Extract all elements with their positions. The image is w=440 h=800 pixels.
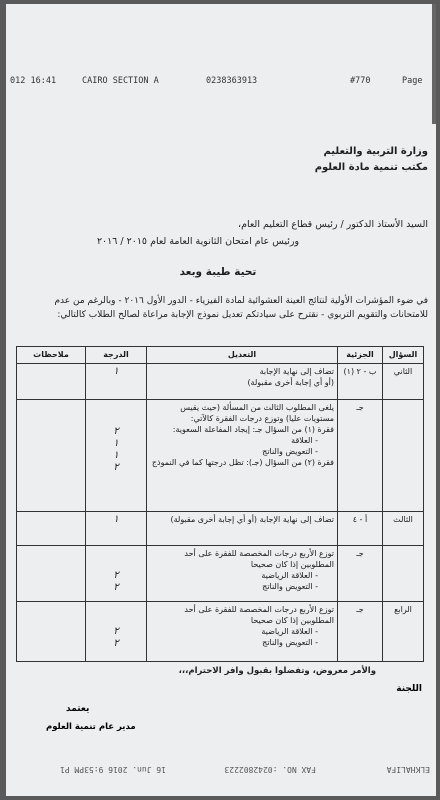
- mark-value: ٢: [113, 426, 119, 437]
- addressee-line-2: ورئيس عام امتحان الثانوية العامة لعام ٢٠١٥ / ٢٠١٦: [96, 236, 300, 247]
- cell-question: [383, 400, 424, 512]
- director-title: مدير عام تنمية العلوم: [46, 722, 136, 732]
- cell-part: أ - ٤: [338, 512, 383, 546]
- header-part: الجزئية: [338, 347, 383, 364]
- mod-line: - التعويض والناتج: [262, 582, 318, 591]
- cell-notes: [17, 602, 86, 662]
- cell-modification: [147, 364, 338, 400]
- mark-value: ٢: [113, 626, 119, 637]
- intro-paragraph: [8, 294, 428, 322]
- mod-line: يلغى المطلوب الثالث من المسألة (حيث يقيس مستويات عليا) وتوزع درجات الفقرة كالآتي:: [180, 403, 334, 423]
- mod-line: فقرة (١) من السؤال جـ: إيجاد المفاعلة السعوية:: [172, 425, 334, 434]
- intro-line-1: في ضوء المؤشرات الأولية لنتائج العينة العشوائية لمادة الفيزياء - الدور الأول ٢٠١٦ - وبالرغم من عدم: [54, 296, 428, 306]
- cell-modification: [147, 602, 338, 662]
- mark-value: ١: [113, 450, 119, 461]
- cell-modification: [147, 400, 338, 512]
- ministry-name: وزارة التربية والتعليم: [323, 146, 428, 157]
- cell-marks: [86, 400, 147, 512]
- footer-date: 16 Jun. 2016 9:53PM P1: [60, 765, 166, 774]
- mod-line: توزع الأربع درجات المخصصة للفقرة على أحد المطلوبين إذا كان صحيحا: [184, 605, 334, 625]
- table-row: [17, 364, 424, 400]
- footer-fax: FAX NO. :0242802223: [224, 765, 316, 774]
- mod-line: - العلاقة الرياضية: [261, 571, 318, 580]
- cell-notes: [17, 512, 86, 546]
- fax-job: #770: [350, 76, 371, 86]
- mod-line: - التعويض والناتج: [262, 638, 318, 647]
- table-row: [17, 602, 424, 662]
- fax-sender: CAIRO SECTION A: [82, 76, 159, 86]
- header-question: السؤال: [383, 347, 424, 364]
- intro-line-2: للامتحانات والتقويم التربوي - نقترح على سيادتكم تعديل نموذج الإجابة مراعاة لصالح الطلاب كالتالي:: [57, 310, 428, 320]
- cell-notes: [17, 546, 86, 602]
- page-edge-shadow: [432, 4, 436, 124]
- fax-phone: 0238363913: [206, 76, 258, 86]
- mark-value: ٢: [113, 462, 119, 473]
- cell-modification: تضاف إلى نهاية الإجابة (أو أي إجابة أخرى مقبولة): [147, 512, 338, 546]
- modifications-table: [16, 346, 424, 662]
- cell-modification: [147, 546, 338, 602]
- cell-part: ب - ٢ (١): [338, 364, 383, 400]
- office-name: مكتب تنمية مادة العلوم: [314, 162, 428, 173]
- mark-value: ٢: [113, 582, 119, 593]
- cell-marks: [86, 602, 147, 662]
- mark-value: ١: [113, 438, 119, 449]
- cell-part: جـ: [338, 400, 383, 512]
- mod-line: - التعويض والناتج: [262, 447, 318, 456]
- greeting: تحية طيبة وبعد: [179, 266, 257, 278]
- mark-value: ٢: [113, 638, 119, 649]
- cell-notes: [17, 400, 86, 512]
- table-row: [17, 546, 424, 602]
- fax-datetime: 012 16:41: [10, 76, 57, 86]
- cell-marks: ١: [86, 364, 147, 400]
- cell-marks: ١: [86, 512, 147, 546]
- cell-question: الثاني: [383, 364, 424, 400]
- table-row: [17, 400, 424, 512]
- mod-line: - العلاقة الرياضية: [261, 627, 318, 636]
- cell-question: الثالث: [383, 512, 424, 546]
- committee-label: اللجنة: [396, 684, 422, 694]
- cell-question: الرابع: [383, 602, 424, 662]
- fax-footer: [6, 756, 436, 778]
- ministry-heading: [315, 144, 428, 176]
- table-header-row: [17, 347, 424, 364]
- mod-line: تضاف إلى نهاية الإجابة: [259, 367, 334, 376]
- mod-line: (أو أي إجابة أخرى مقبولة): [247, 378, 334, 387]
- header-modification: التعديل: [147, 347, 338, 364]
- cell-marks: [86, 546, 147, 602]
- cell-part: جـ: [338, 602, 383, 662]
- table-row: [17, 512, 424, 546]
- mod-line: فقرة (٢) من السؤال (جـ): تظل درجتها كما في النموذج: [151, 458, 334, 467]
- addressee-line-1: السيد الأستاذ الدكتور / رئيس قطاع التعليم العام،: [238, 219, 428, 230]
- approved-label: يعتمد: [66, 704, 90, 714]
- mod-line: توزع الأربع درجات المخصصة للفقرة على أحد المطلوبين إذا كان صحيحا: [184, 549, 334, 569]
- closing-note: والأمر معروض، وتفضلوا بقبول وافر الاحترام،،،: [178, 666, 376, 676]
- fax-document: [6, 4, 436, 796]
- fax-page: Page: [402, 76, 423, 86]
- cell-notes: [17, 364, 86, 400]
- cell-question: [383, 546, 424, 602]
- footer-name: ELKHALIFA: [386, 765, 430, 774]
- header-notes: ملاحظات: [17, 347, 86, 364]
- mod-line: - العلاقة: [291, 436, 318, 445]
- mark-value: ٢: [113, 570, 119, 581]
- header-marks: الدرجة: [86, 347, 147, 364]
- addressee: [8, 216, 428, 250]
- cell-part: جـ: [338, 546, 383, 602]
